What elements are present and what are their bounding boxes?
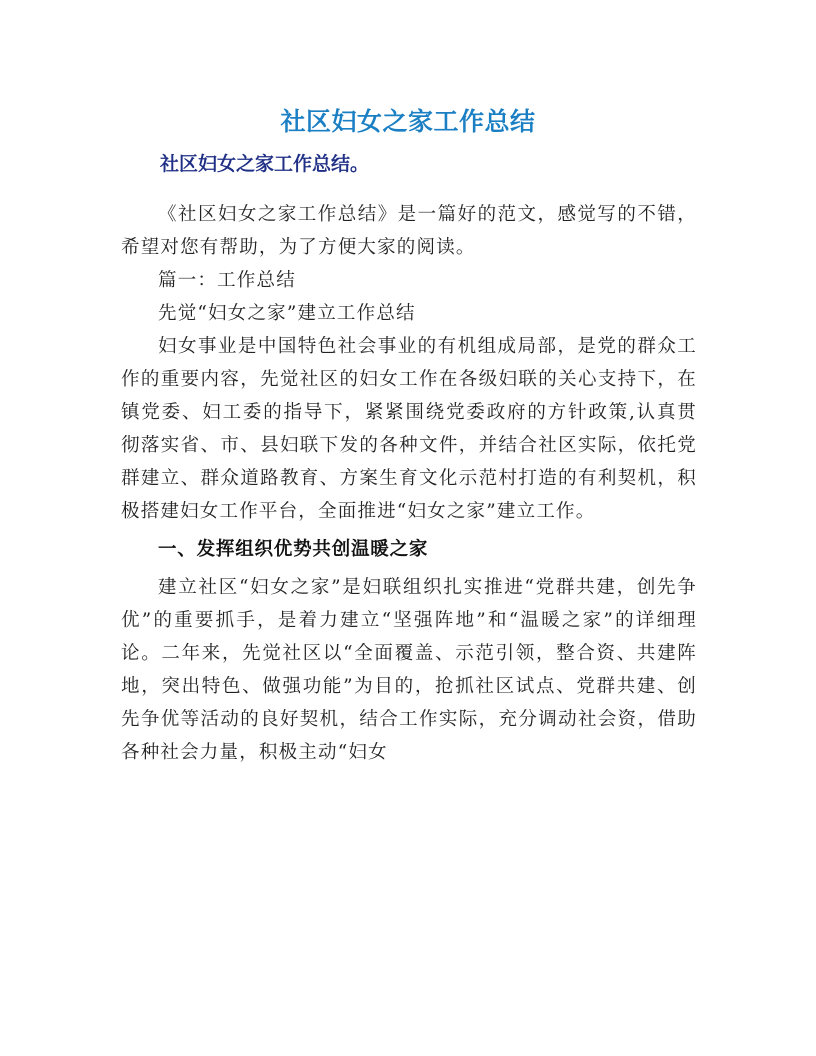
- document-subtitle: 社区妇女之家工作总结。: [160, 153, 370, 175]
- article-title: 先觉“妇女之家”建立工作总结: [158, 303, 416, 324]
- body-paragraph: 妇女事业是中国特色社会事业的有机组成局部，是党的群众工作的重要内容，先觉社区的妇女工作在各级妇联的关心支持下，在镇党委、妇工委的指导下，紧紧围绕党委政府的方针政策,认真贯彻落实省、市、县妇联下发的各种文件，并结合社区实际，依托党群建立、群众道路教育、方案生育文化示范村打造的有利契机，积极搭建妇女工作平台，全面推进“妇女之家”建立工作。: [121, 336, 697, 522]
- document-title: 社区妇女之家工作总结: [280, 107, 536, 136]
- body-paragraph: 建立社区“妇女之家”是妇联组织扎实推进“党群共建，创先争优”的重要抓手，是着力建立“坚强阵地”和“温暖之家”的详细理论。二年来，先觉社区以“全面覆盖、示范引领，整合资、共建阵地，突出特色、做强功能”为目的，抢抓社区试点、党群共建、创先争优等活动的良好契机，结合工作实际，充分调动社会资，借助各种社会力量，积极主动“妇女: [121, 577, 697, 763]
- section-heading: 一、发挥组织优势共创温暖之家: [158, 539, 429, 560]
- intro-paragraph: 《社区妇女之家工作总结》是一篇好的范文，感觉写的不错，希望对您有帮助，为了方便大家的阅读。: [121, 204, 697, 258]
- document-body: [121, 198, 697, 769]
- section-label: 篇一：工作总结: [158, 270, 296, 291]
